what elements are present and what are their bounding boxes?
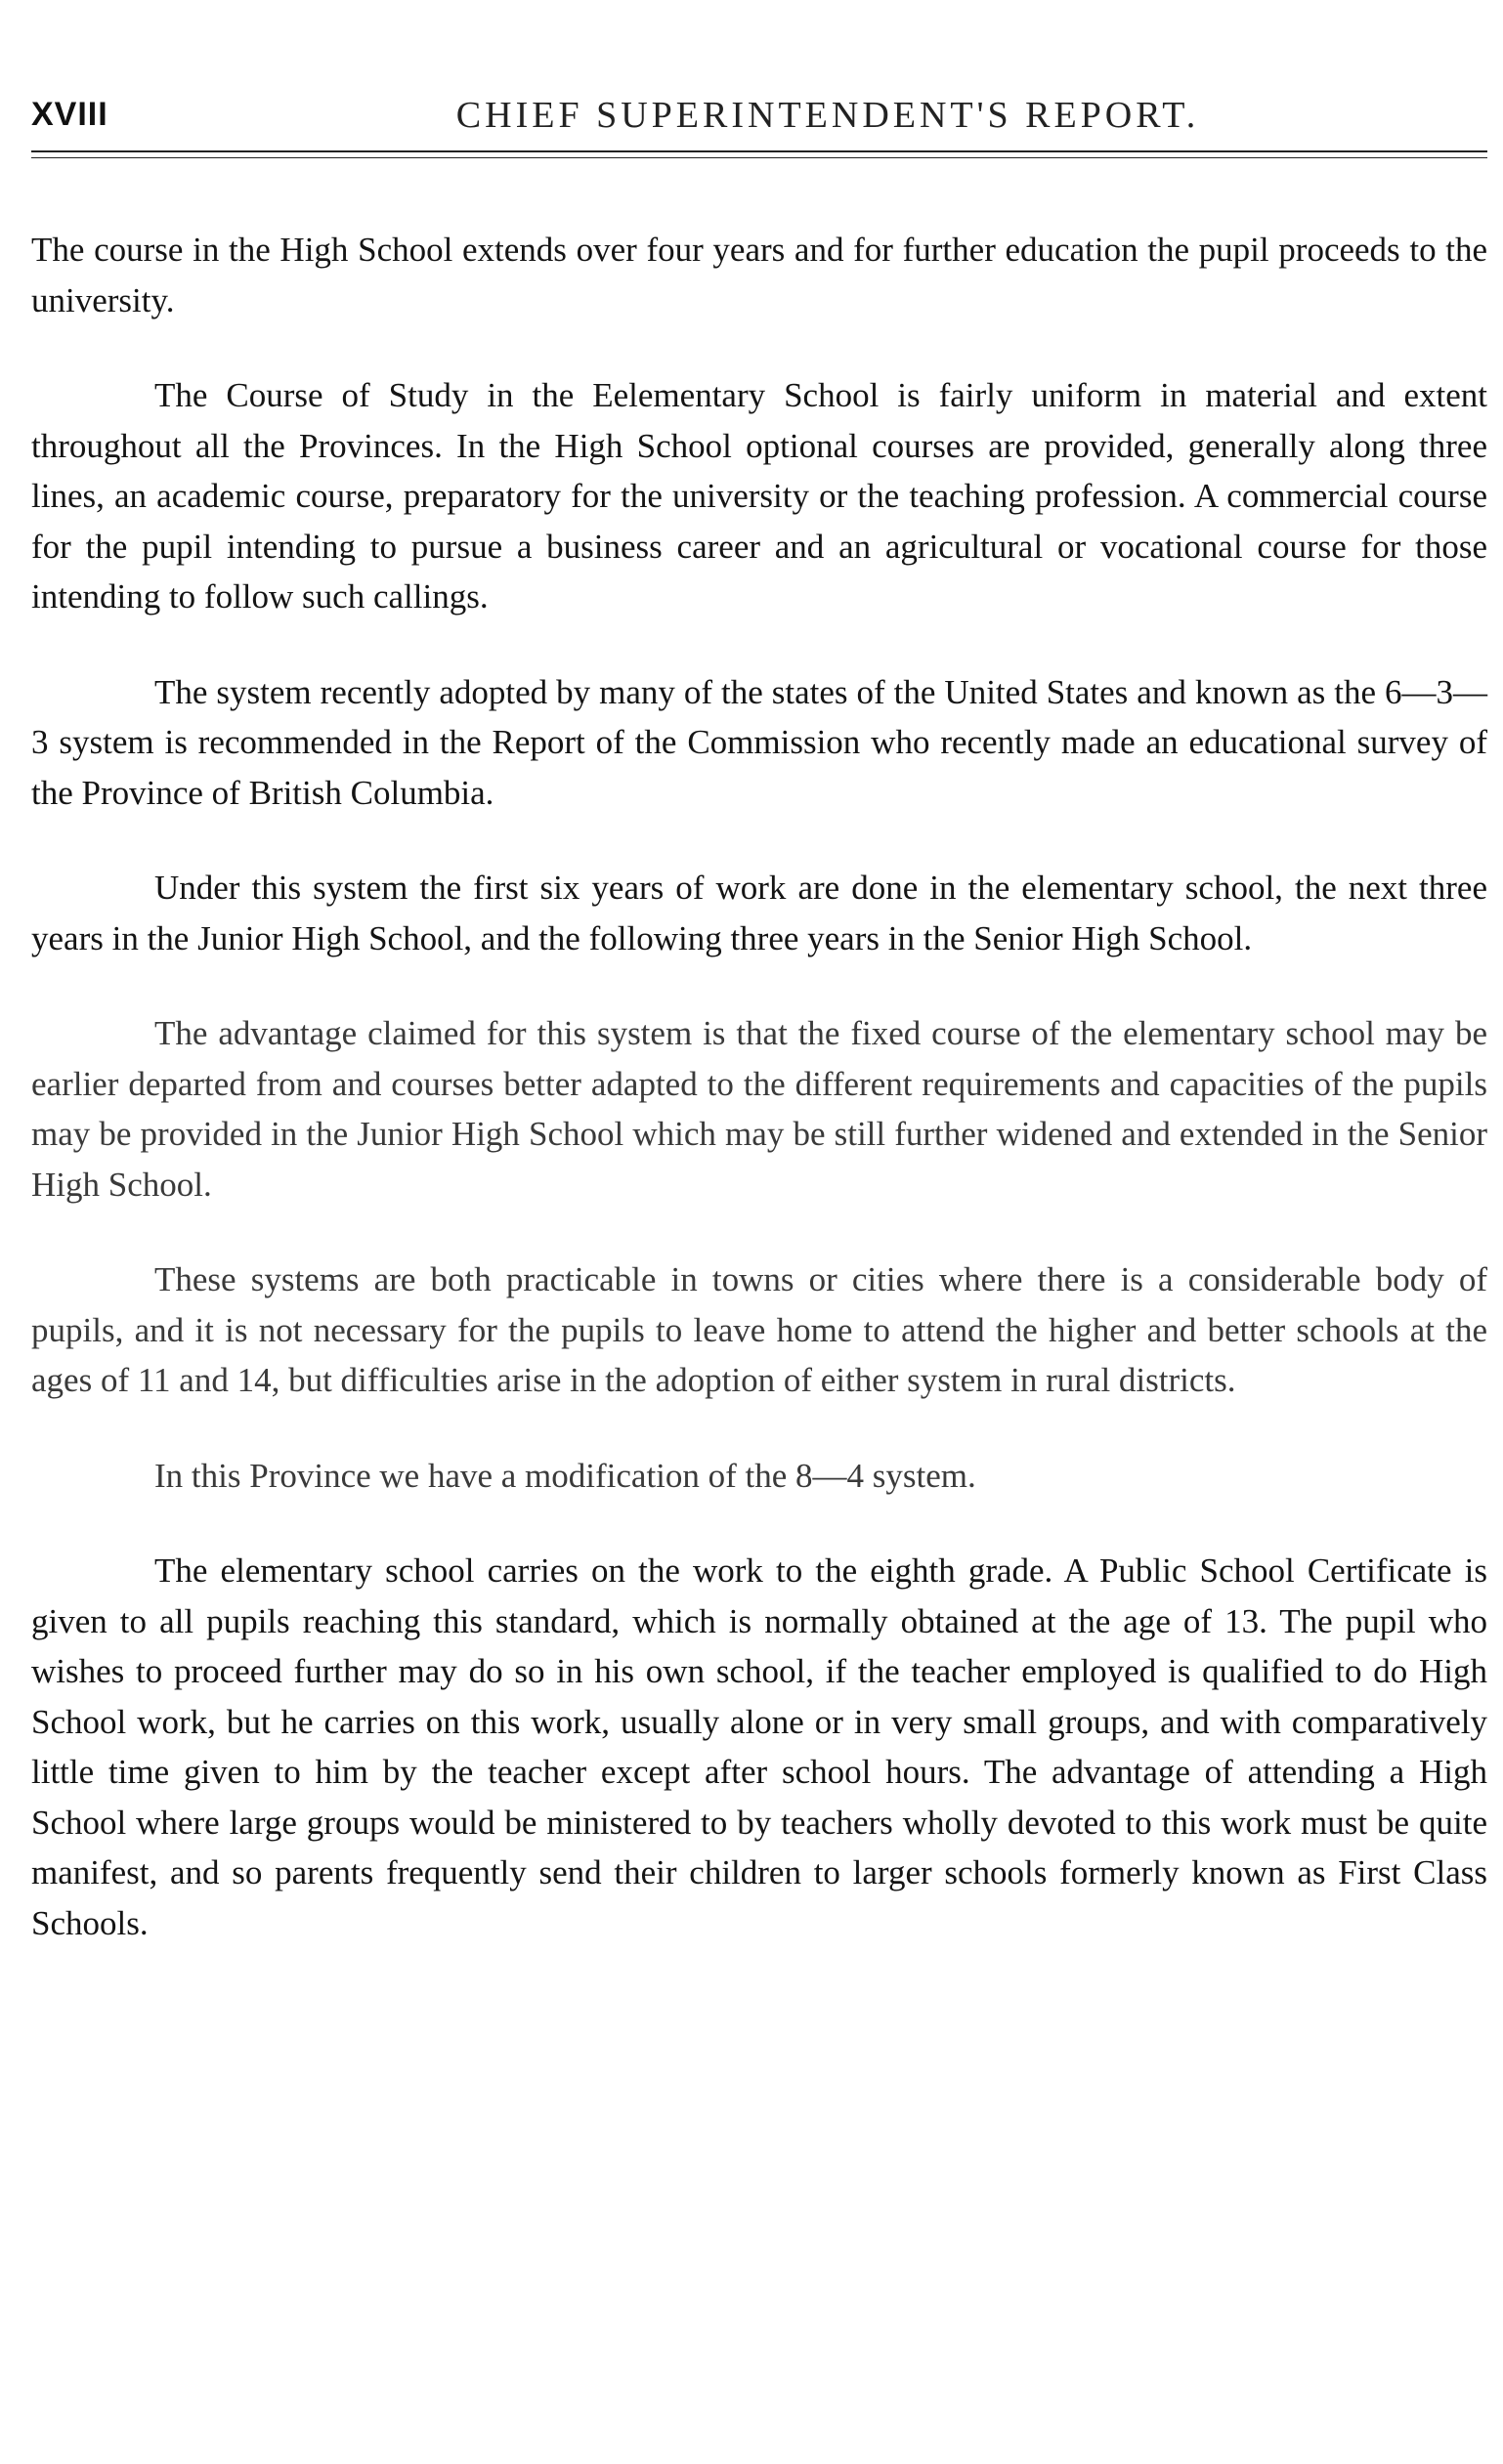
paragraph: In this Province we have a modification of the 8—4 system.: [154, 1456, 976, 1495]
running-head: CHIEF SUPERINTENDENT'S REPORT.: [455, 95, 1200, 136]
paragraph: These systems are both practicable in towns or cities where there is a considerable body of pupils, and it is not necessary for the pupils to leave home to attend the higher and better schools at the ages of 11 and 14, but difficulties arise in the adoption of either system in rural districts.: [31, 1260, 1487, 1399]
header-rule-secondary: [31, 157, 1487, 158]
paragraph: The elementary school carries on the work to the eighth grade. A Public School Certificate is given to all pupils reaching this standard, which is normally obtained at the age of 13. The pupil who wishes to proceed further may do so in his own school, if the teacher employed is qualified to do High School work, but he carries on this work, usually alone or in very small groups, and with comparatively little time given to him by the teacher except after school hours. The advantage of attending a High School where large groups would be ministered to by teachers wholly devoted to this work must be quite manifest, and so parents frequently send their children to larger schools formerly known as First Class Schools.: [31, 1551, 1487, 1942]
paragraph: The course in the High School extends over four years and for further education the pupil proceeds to the university.: [31, 231, 1487, 319]
paragraph: The Course of Study in the Eelementary School is fairly uniform in material and extent throughout all the Provinces. In the High School optional courses are provided, generally along three lines, an academic course, preparatory for the university or the teaching profession. A commercial course for the pupil intending to pursue a business career and an agricultural or vocational course for those intending to follow such callings.: [31, 376, 1487, 616]
document-page: [31, 0, 1487, 2464]
paragraph: The advantage claimed for this system is that the fixed course of the elementary school may be earlier departed from and courses better adapted to the different requirements and capacities of the pupils may be provided in the Junior High School which may be still further widened and extended in the Senior High School.: [31, 1014, 1487, 1204]
page-header: [31, 86, 1487, 145]
header-rule: [31, 150, 1487, 152]
paragraph: Under this system the first six years of work are done in the elementary school, the next three years in the Junior High School, and the following three years in the Senior High School.: [31, 869, 1487, 957]
body-text: [31, 225, 1487, 1993]
paragraph: The system recently adopted by many of the states of the United States and known as the 6—3—3 system is recommended in the Report of the Commission who recently made an educational survey of the Province of British Columbia.: [31, 672, 1487, 812]
page-number: XVIII: [31, 96, 108, 133]
